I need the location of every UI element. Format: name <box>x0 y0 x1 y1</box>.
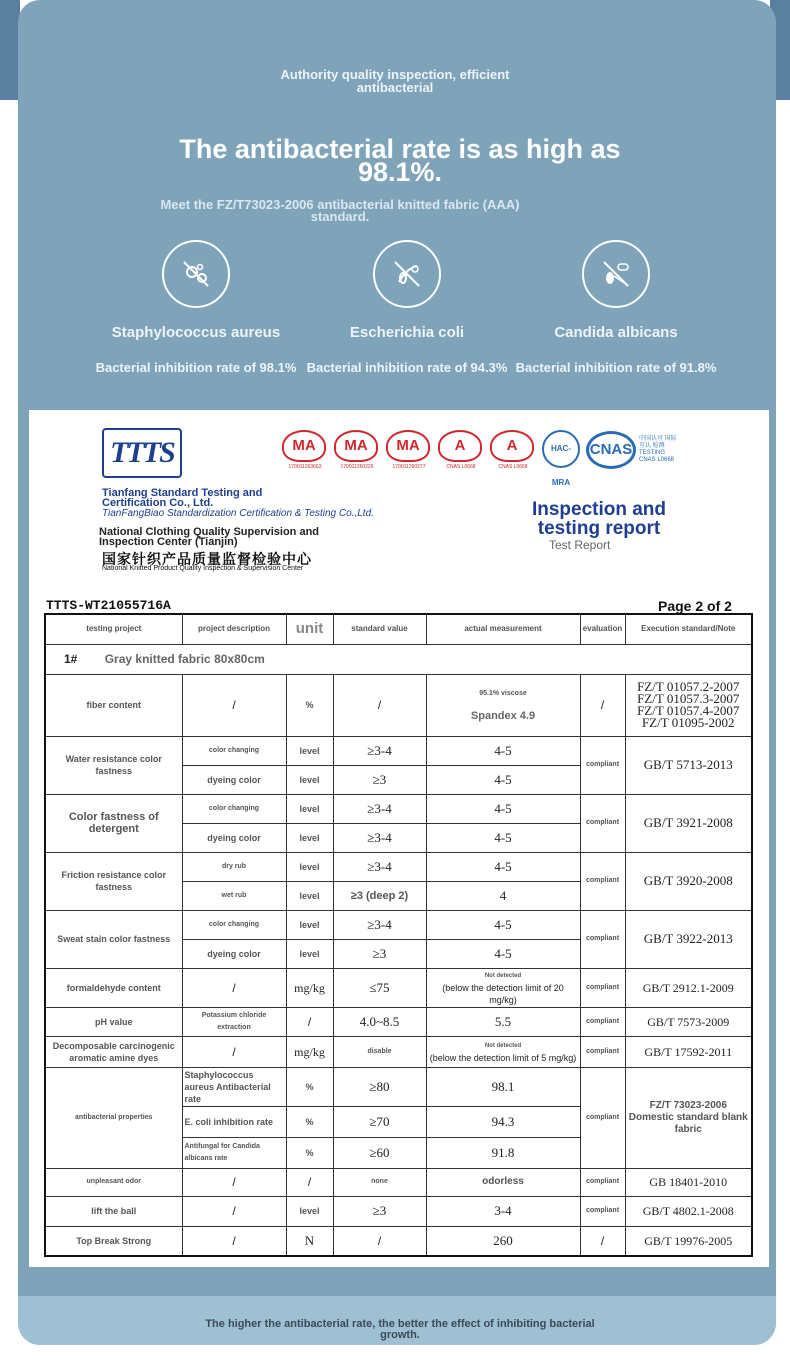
table-row: Decomposable carcinogenic aromatic amine dyes / mg/kg disable Not detected (below the detection limit of 5 mg/kg) compliant GB/T 17592-2011 <box>45 1036 752 1067</box>
table-row: Antifungal for Candida albicans rate % ≥60 91.8 <box>45 1137 752 1168</box>
table-row: Friction resistance color fastness dry rub level ≥3-4 4-5 compliant GB/T 3920-2008 <box>45 852 752 881</box>
table-row: Top Break Strong / N / 260 / GB/T 19976-2005 <box>45 1226 752 1256</box>
cma-mark: MA 170011260277 <box>386 430 432 470</box>
report-title: Inspection and testing report <box>531 499 667 539</box>
footer-note: The higher the antibacterial rate, the better the effect of inhibiting bacterial growth. <box>205 1318 595 1341</box>
table-row: lift the ball / level ≥3 3-4 compliant GB/T 4802.1-2008 <box>45 1196 752 1226</box>
bacteria-name: Candida albicans <box>554 324 678 341</box>
bacteria-icon <box>162 240 230 308</box>
table-row: fiber content / % / 95.1% viscose Spandex 4.9 / FZ/T 01057.2-2007 FZ/T 01057.3-2007 FZ/T 01057.4-2007 FZ/T 01095-2002 <box>45 674 752 736</box>
table-row: unpleasant odor / / none odorless compliant GB 18401-2010 <box>45 1168 752 1196</box>
report-number: TTTS-WT21055716A <box>46 598 171 613</box>
inhibition-rate: Bacterial inhibition rate of 98.1% <box>95 360 297 375</box>
center-name-en: National Knitted Product Quality Inspection & Supervision Center <box>102 565 304 572</box>
ttts-logo: TTTS <box>102 428 182 478</box>
inhibition-rate: Bacterial inhibition rate of 91.8% <box>515 360 717 375</box>
table-header: testing project project description unit standard value actual measurement evaluation Execution standard/Note <box>45 614 752 644</box>
inhibition-rate: Bacterial inhibition rate of 94.3% <box>306 360 508 375</box>
test-report-document <box>29 410 769 1267</box>
table-row: pH value Potassium chloride extraction / 4.0~8.5 5.5 compliant GB/T 7573-2009 <box>45 1007 752 1036</box>
center-name-cn: 国家针织产品质量监督检验中心 <box>102 551 312 567</box>
bacteria-name: Escherichia coli <box>349 324 465 341</box>
background-edge <box>0 0 20 100</box>
bacteria-icon <box>373 240 441 308</box>
report-subtitle: Test Report <box>549 538 611 552</box>
page-number: Page 2 of 2 <box>658 598 732 614</box>
lab-name: Tianfang Standard Testing and Certification Co., Ltd. <box>102 487 263 509</box>
table-row: E. coli inhibition rate % ≥70 94.3 <box>45 1106 752 1137</box>
cma-mark: MA 170011263663 <box>282 430 328 470</box>
results-table <box>44 613 753 1257</box>
cma-mark: MA 170011260226 <box>334 430 380 470</box>
table-row: dyeing color level ≥3-4 4-5 <box>45 823 752 852</box>
bacteria-name: Staphylococcus aureus <box>111 324 281 341</box>
table-row: formaldehyde content / mg/kg ≤75 Not detected (below the detection limit of 20 mg/kg) compliant GB/T 2912.1-2009 <box>45 968 752 1007</box>
lab-name-en: TianFangBiao Standardization Certification & Testing Co.,Ltd. <box>102 508 374 519</box>
tagline: Authority quality inspection, efficient antibacterial <box>280 67 510 95</box>
bacteria-card-staph <box>86 240 306 374</box>
sample-row: 1# Gray knitted fabric 80x80cm <box>45 644 752 674</box>
table-row: Water resistance color fastness color changing level ≥3-4 4-5 compliant GB/T 5713-2013 <box>45 736 752 765</box>
cal-mark: A CNAS L0668 <box>490 430 536 470</box>
headline: The antibacterial rate is as high as 98.1%. <box>179 134 621 187</box>
cal-mark: A CNAS L0668 <box>438 430 484 470</box>
table-row: wet rub level ≥3 (deep 2) 4 <box>45 881 752 910</box>
hac-mra-logo: HAC-MRA <box>542 430 580 468</box>
bacteria-card-ecoli <box>297 240 517 374</box>
bacteria-icon <box>582 240 650 308</box>
center-name: National Clothing Quality Supervision and Inspection Center (Tianjin) <box>99 526 320 548</box>
table-row: antibacterial properties Staphylococcus aureus Antibacterial rate % ≥80 98.1 compliant FZ/T 73023-2006 Domestic standard blank fabric <box>45 1067 752 1106</box>
bacteria-card-candida <box>506 240 726 374</box>
table-row: Sweat stain color fastness color changing level ≥3-4 4-5 compliant GB/T 3922-2013 <box>45 910 752 939</box>
cnas-logo: CNAS 中国认可 国际互认 检测 TESTING CNAS L0668 <box>586 430 679 470</box>
standard-subtitle: Meet the FZ/T73023-2006 antibacterial knitted fabric (AAA) standard. <box>160 197 520 224</box>
table-row: Color fastness of detergent color changing level ≥3-4 4-5 compliant GB/T 3921-2008 <box>45 794 752 823</box>
table-row: dyeing color level ≥3 4-5 <box>45 765 752 794</box>
certification-marks <box>282 430 679 487</box>
table-row: dyeing color level ≥3 4-5 <box>45 939 752 968</box>
